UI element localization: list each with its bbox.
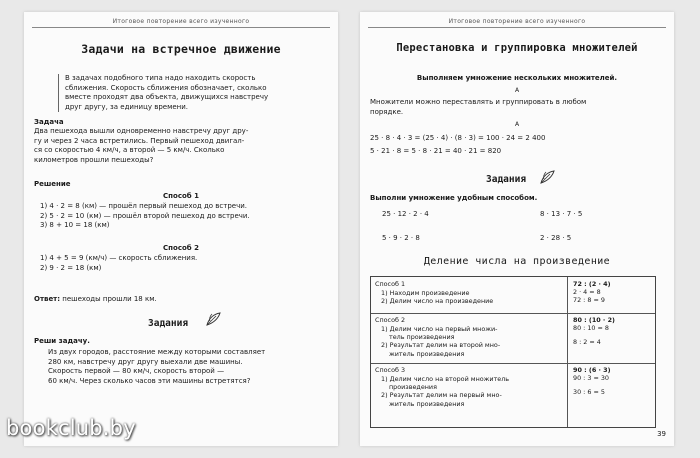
step-line: 2) 9 · 2 = 18 (км) [40,263,102,272]
calc-line: 90 : (6 · 3) [573,366,611,374]
step-line: 1) Делим число на первый множи- [381,325,498,333]
marker-a-2: А [514,121,520,128]
intro-box [58,74,297,112]
problem-line: Из двух городов, расстояние между которыми составляет [48,348,266,356]
table-row-divider [371,313,655,314]
task-line: гу и через 2 часа встретились. Первый пешеход двигал- [34,136,245,145]
method-1-steps [40,202,330,231]
table-row-method: Способ 1 [375,280,406,288]
step-line: тель произведения [389,333,455,342]
intro-line: вместе проходят два объекта, движущихся навстречу [65,93,269,102]
page-number: 39 [657,430,666,438]
intro-line: В задачах подобного типа надо находить скорость [65,74,256,82]
examples [370,132,670,158]
step-line: 2) Результат делим на второй мно- [381,341,501,350]
step-line: 3) 8 + 10 = 18 (км) [40,221,110,230]
division-table [370,276,656,428]
step-line: 1) Находим произведение [381,289,470,297]
task-line: ся со скоростью 4 км/ч, а второй — 5 км/ч. Сколько [34,146,225,155]
step-line: произведения [389,383,437,392]
tasks-heading-left: Задания [148,318,189,329]
intro-line: сближения. Скорость сближения обозначает, сколько [65,83,267,92]
exercise-3: 5 · 9 · 2 · 8 [382,234,420,242]
step-line: 1) 4 · 2 = 8 (км) — прошёл первый пешеход до встречи. [40,202,248,210]
step-line: житель произведения [389,349,465,358]
calc-line: 8 : 2 = 4 [573,338,601,347]
answer-label: Ответ: [34,295,61,303]
leaf-icon [204,310,222,328]
exercise-label: Выполни умножение удобным способом. [370,194,538,202]
calc-line: 30 : 6 = 5 [573,388,605,397]
problem-text [48,348,334,386]
right-subtitle: Выполняем умножение нескольких множителей. [416,74,618,82]
method-2-label: Способ 2 [163,244,199,252]
calc-line: 90 : 3 = 30 [573,374,609,383]
step-line: житель произведения [389,399,465,408]
step-line: 2) 5 · 2 = 10 (км) — прошёл второй пешеход до встречи. [40,211,250,220]
right-page [360,12,674,446]
example-line: 5 · 21 · 8 = 5 · 8 · 21 = 40 · 21 = 820 [370,147,502,155]
problem-line: 280 км, навстречу друг другу выехали две машины. [48,357,243,366]
rule-text [370,98,670,117]
step-line: 2) Результат делим на первый мно- [381,391,502,400]
problem-line: Скорость первой — 80 км/ч, скорость второй — [48,367,225,376]
right-title-2: Деление числа на произведение [423,256,611,267]
problem-line: 60 км/ч. Через сколько часов эти машины встретятся? [48,376,251,385]
table-row-steps [381,289,493,305]
table-column-divider [567,277,568,427]
left-page [24,12,338,446]
watermark: bookclub.by [6,416,136,440]
table-row-calc [573,316,615,347]
running-head-left: Итоговое повторение всего изученного [32,18,330,28]
table-row-method: Способ 2 [375,316,406,324]
example-line: 25 · 8 · 4 · 3 = (25 · 4) · (8 · 3) = 100 · 24 = 2 400 [370,134,546,142]
table-row-steps [381,325,500,358]
solve-label: Реши задачу. [34,337,90,345]
marker-a-1: А [514,87,520,94]
task-line: километров прошли пешеходы? [34,155,154,164]
rule-line: Множители можно переставлять и группировать в любом [370,98,587,106]
solution-label: Решение [34,180,71,188]
task-line: Два пешехода вышли одновременно навстречу друг дру- [34,127,249,135]
method-1-label: Способ 1 [163,192,199,200]
exercise-4: 2 · 28 · 5 [540,234,572,242]
calc-line: 72 : 8 = 9 [573,296,605,305]
answer-text: пешеходы прошли 18 км. [62,295,157,303]
calc-line: 80 : 10 = 8 [573,324,609,333]
tasks-heading-right: Задания [486,174,527,185]
leaf-icon [538,168,556,186]
step-line: 1) Делим число на второй множитель [381,375,510,383]
table-row-steps [381,375,509,408]
rule-line: порядке. [370,107,404,116]
right-title: Перестановка и группировка множителей [396,42,638,54]
intro-line: друг другу, за единицу времени. [65,102,189,111]
exercise-2: 8 · 13 · 7 · 5 [540,210,583,218]
table-row-calc [573,280,611,305]
calc-line: 2 · 4 = 8 [573,288,601,297]
task-label: Задача [34,118,64,126]
left-title: Задачи на встречное движение [81,42,281,56]
exercise-1: 25 · 12 · 2 · 4 [382,210,429,218]
table-row-calc [573,366,611,397]
task-text [34,127,334,165]
table-row-divider [371,363,655,364]
calc-line: 72 : (2 · 4) [573,280,611,288]
answer [34,295,157,305]
step-line: 2) Делим число на произведение [381,297,494,306]
table-row-method: Способ 3 [375,366,406,374]
step-line: 1) 4 + 5 = 9 (км/ч) — скорость сближения. [40,254,198,262]
method-2-steps [40,254,330,273]
calc-line: 80 : (10 · 2) [573,316,615,324]
running-head-right: Итоговое повторение всего изученного [368,18,666,28]
